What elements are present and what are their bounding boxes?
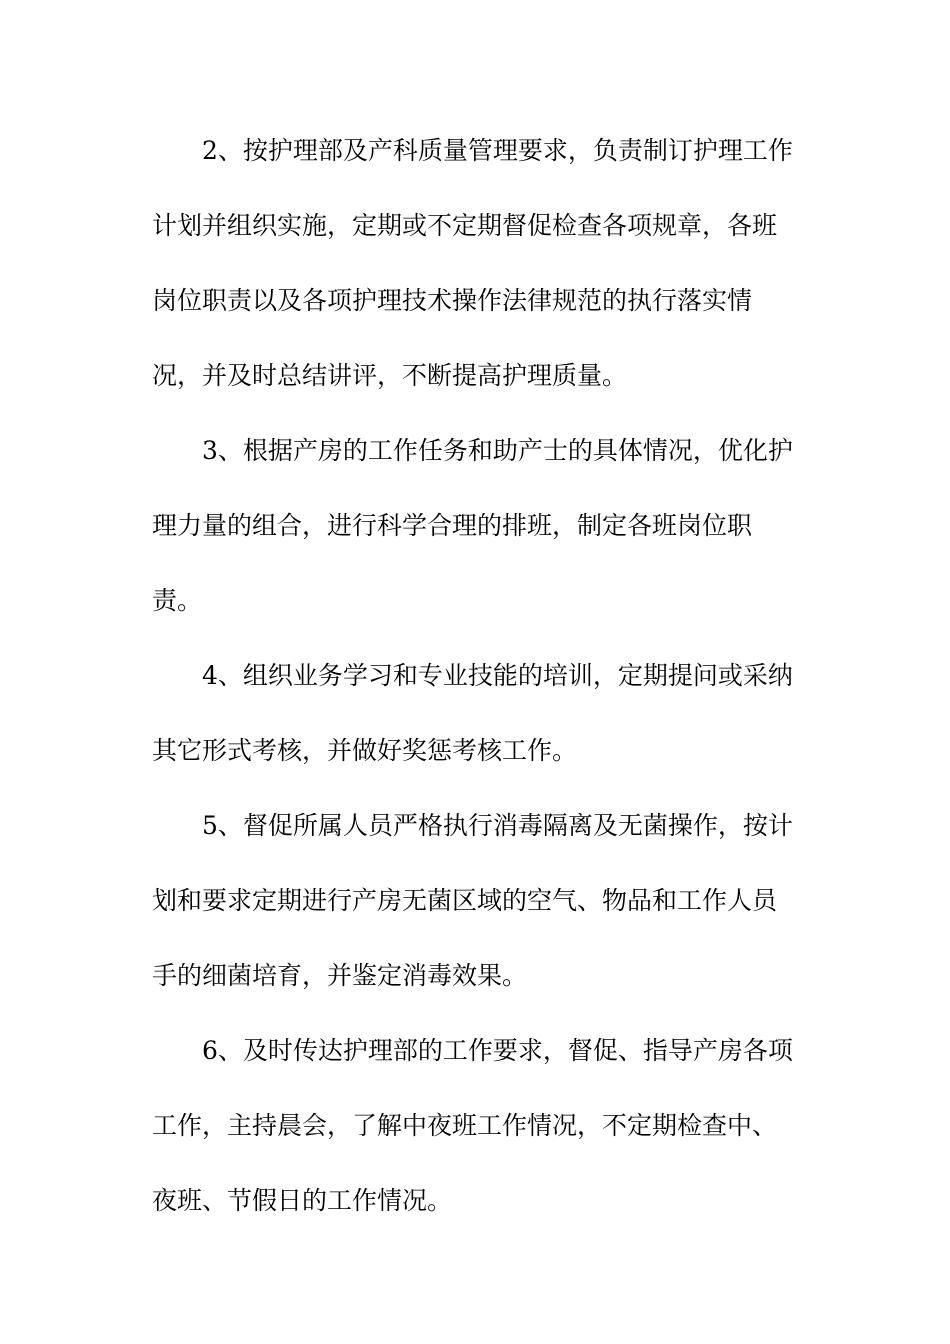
paragraph-line: 6、及时传达护理部的工作要求，督促、指导产房各项 xyxy=(202,1036,793,1065)
paragraph-line: 夜班、节假日的工作情况。 xyxy=(152,1186,453,1215)
paragraph-line: 划和要求定期进行产房无菌区域的空气、物品和工作人员 xyxy=(152,886,778,915)
paragraph-line: 岗位职责以及各项护理技术操作法律规范的执行落实情 xyxy=(152,286,753,315)
paragraph-line: 况，并及时总结讲评，不断提高护理质量。 xyxy=(152,361,628,390)
paragraph-line: 3、根据产房的工作任务和助产士的具体情况，优化护 xyxy=(202,436,793,465)
paragraph-line: 责。 xyxy=(152,586,203,615)
paragraph-line: 手的细菌培育，并鉴定消毒效果。 xyxy=(152,961,528,990)
paragraph-line: 2、按护理部及产科质量管理要求，负责制订护理工作 xyxy=(202,136,793,165)
paragraph-line: 5、督促所属人员严格执行消毒隔离及无菌操作，按计 xyxy=(202,811,793,840)
paragraph-line: 理力量的组合，进行科学合理的排班，制定各班岗位职 xyxy=(152,511,753,540)
paragraph-line: 其它形式考核，并做好奖惩考核工作。 xyxy=(152,736,578,765)
paragraph-line: 计划并组织实施，定期或不定期督促检查各项规章，各班 xyxy=(152,211,778,240)
paragraph-line: 工作，主持晨会，了解中夜班工作情况，不定期检查中、 xyxy=(152,1111,778,1140)
paragraph-line: 4、组织业务学习和专业技能的培训，定期提问或采纳 xyxy=(202,661,793,690)
